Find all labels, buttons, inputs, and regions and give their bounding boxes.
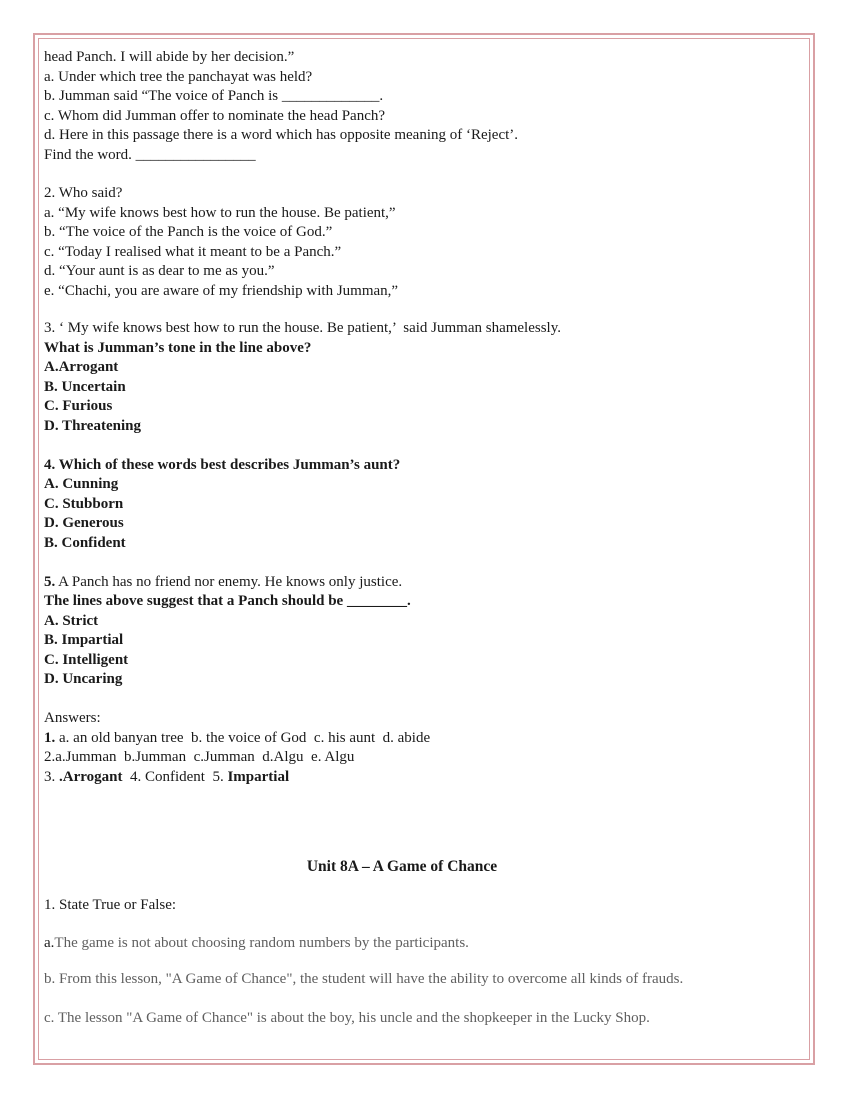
answers-line-3-part: 4. Confident 5. xyxy=(122,768,228,785)
answers-line-1-text: a. an old banyan tree b. the voice of God c. his aunt d. abide xyxy=(55,729,431,746)
answers-line-3-part: Impartial xyxy=(227,768,290,785)
q5-number: 5. xyxy=(44,573,56,590)
q1-d: d. Here in this passage there is a word which has opposite meaning of ‘Reject’. xyxy=(44,127,519,143)
q3-option: C. Furious xyxy=(44,398,113,414)
statement-a-label: a. xyxy=(44,935,55,951)
statement-a-text: The game is not about choosing random numbers by the participants. xyxy=(54,935,469,951)
q3-option: A.Arrogant xyxy=(44,359,119,375)
q4-option: A. Cunning xyxy=(44,476,119,492)
q4-question: 4. Which of these words best describes Jumman’s aunt? xyxy=(44,456,401,473)
q2-a: a. “My wife knows best how to run the house. Be patient,” xyxy=(44,204,396,221)
answers-line-3-part: .Arrogant xyxy=(59,768,123,785)
q4-option: B. Confident xyxy=(44,534,126,551)
q4-option: D. Generous xyxy=(44,515,124,531)
q5-option: A. Strict xyxy=(44,612,99,629)
q1-b: b. Jumman said “The voice of Panch is _____________. xyxy=(44,88,384,104)
q2-title: 2. Who said? xyxy=(44,185,123,201)
q5-option: D. Uncaring xyxy=(44,671,123,687)
q5-quote: A Panch has no friend nor enemy. He knows only justice. xyxy=(55,573,403,590)
passage-end: head Panch. I will abide by her decision.” xyxy=(44,49,295,65)
answers-heading: Answers: xyxy=(44,710,101,726)
q2-e: e. “Chachi, you are aware of my friendship with Jumman,” xyxy=(44,282,399,299)
unit-instruction: 1. State True or False: xyxy=(44,897,177,913)
q4-option: C. Stubborn xyxy=(44,495,124,512)
q3-question: What is Jumman’s tone in the line above? xyxy=(44,339,312,356)
unit-statement-a xyxy=(44,934,469,953)
q2-b: b. “The voice of the Panch is the voice of God.” xyxy=(44,224,333,240)
q2-d: d. “Your aunt is as dear to me as you.” xyxy=(44,263,275,279)
q5-quote-line xyxy=(44,573,402,592)
answers-line-2: 2.a.Jumman b.Jumman c.Jumman d.Algu e. Algu xyxy=(44,749,355,765)
q5-option: B. Impartial xyxy=(44,632,124,648)
q3-option: B. Uncertain xyxy=(44,378,126,395)
unit-statement-c: c. The lesson "A Game of Chance" is about the boy, his uncle and the shopkeeper in the Lucky Shop. xyxy=(44,1010,650,1026)
q1-find: Find the word. ________________ xyxy=(44,146,256,163)
q2-c: c. “Today I realised what it meant to be a Panch.” xyxy=(44,243,342,260)
unit-statement-b: b. From this lesson, "A Game of Chance", the student will have the ability to overcome all kinds of frauds. xyxy=(44,971,684,987)
answers-line-3-part: 3. xyxy=(44,768,59,785)
answers-line-1 xyxy=(44,729,430,748)
q5-question: The lines above suggest that a Panch should be ________. xyxy=(44,593,411,609)
q1-a: a. Under which tree the panchayat was held? xyxy=(44,68,313,85)
answers-line-1-number: 1. xyxy=(44,729,56,746)
q5-option: C. Intelligent xyxy=(44,651,129,668)
q1-c: c. Whom did Jumman offer to nominate the head Panch? xyxy=(44,107,386,124)
unit-title: Unit 8A – A Game of Chance xyxy=(306,858,498,875)
q3-option: D. Threatening xyxy=(44,417,141,434)
answers-line-3 xyxy=(44,768,289,787)
q3-quote: 3. ‘ My wife knows best how to run the house. Be patient,’ said Jumman shamelessly. xyxy=(44,320,562,336)
